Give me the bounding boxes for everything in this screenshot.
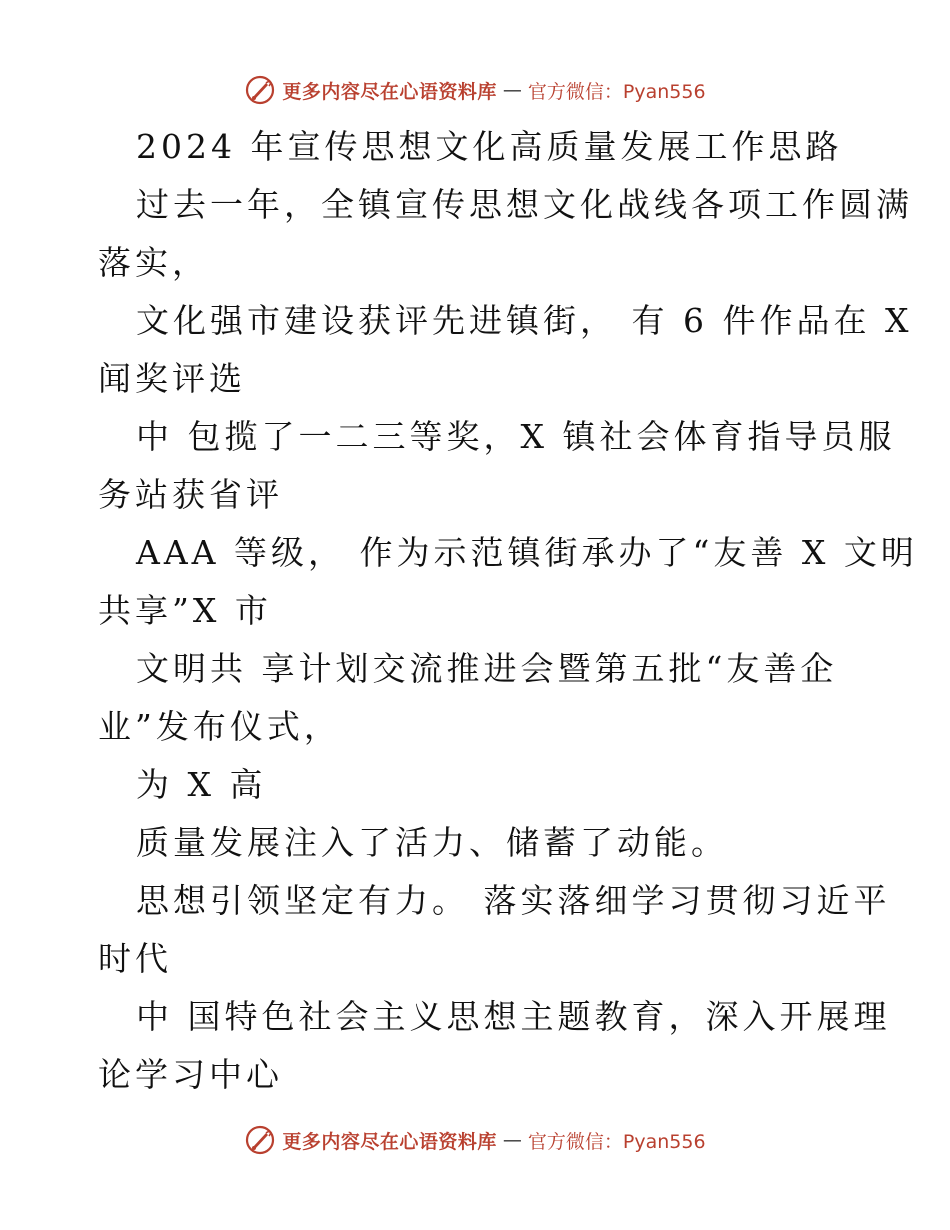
banner-wechat-text: 官方微信：Pyan556: [527, 80, 706, 103]
text-line: 质量发展注入了活力、储蓄了动能。: [136, 823, 728, 862]
quill-logo-icon: [244, 1124, 276, 1156]
text-line: 为 X 高: [136, 765, 267, 804]
text-line: 过去一年，全镇宣传思想文化战线各项工作圆满: [136, 185, 913, 224]
text-line: 中 包揽了一二三等奖，X 镇社会体育指导员服: [136, 417, 896, 456]
document-body: [98, 118, 918, 1104]
text-line: 文明共 享计划交流推进会暨第五批“友善企: [136, 649, 838, 688]
footer-watermark-banner: [0, 1120, 950, 1160]
header-watermark-banner: [0, 70, 950, 110]
text-line: 思想引领坚定有力。 落实落细学习贯彻习近平: [136, 881, 891, 920]
banner-separator: —: [502, 79, 522, 101]
document-title: 2024 年宣传思想文化高质量发展工作思路: [136, 127, 843, 166]
text-line: 文化强市建设获评先进镇街， 有 6 件作品在 X: [136, 301, 913, 340]
text-line: AAA 等级， 作为示范镇街承办了“友善 X 文明: [136, 533, 918, 572]
text-line: 闻奖评选: [98, 359, 246, 398]
banner-wechat-text: 官方微信：Pyan556: [527, 1130, 706, 1153]
text-line: 论学习中心: [98, 1055, 283, 1094]
text-line: 时代: [98, 939, 172, 978]
banner-main-text: 更多内容尽在心语资料库: [282, 1130, 497, 1153]
banner-separator: —: [502, 1129, 522, 1151]
text-line: 务站获省评: [98, 475, 283, 514]
quill-logo-icon: [244, 74, 276, 106]
text-line: 落实，: [98, 243, 209, 282]
text-line: 业”发布仪式，: [98, 707, 341, 746]
text-line: 共享”X 市: [98, 591, 272, 630]
text-line: 中 国特色社会主义思想主题教育，深入开展理: [136, 997, 891, 1036]
banner-main-text: 更多内容尽在心语资料库: [282, 80, 497, 103]
